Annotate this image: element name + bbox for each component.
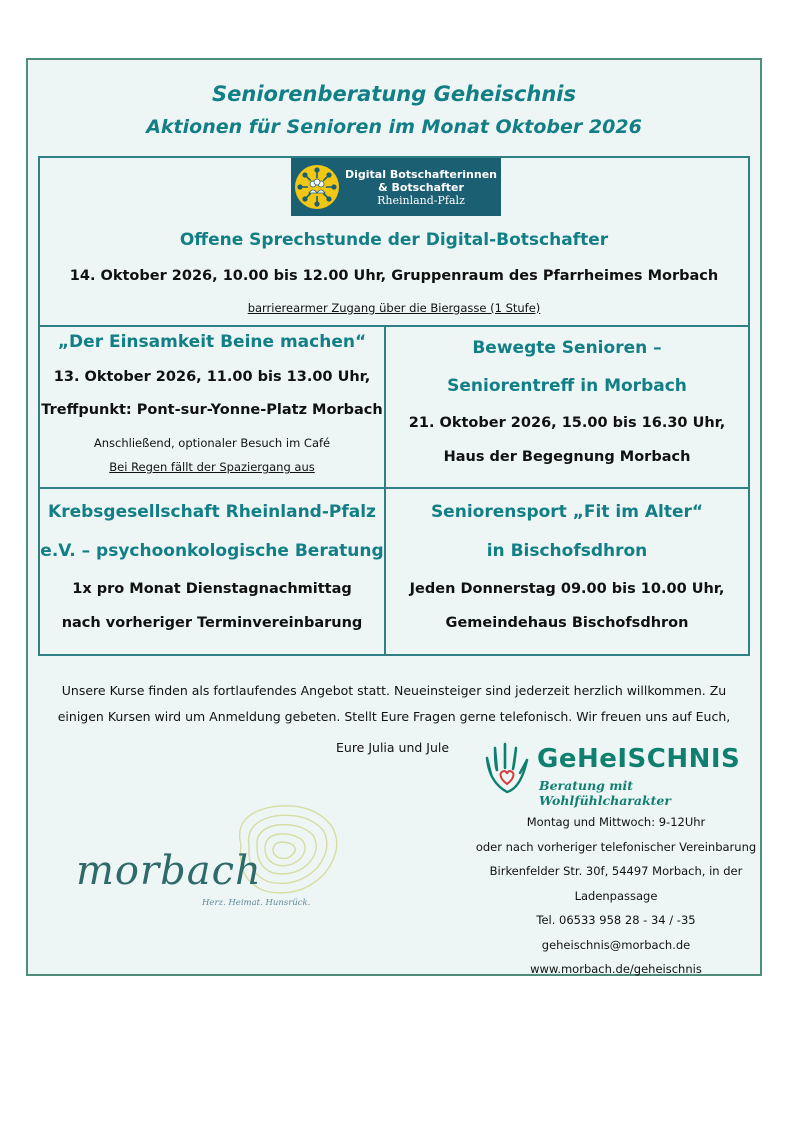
event-heading-2: in Bischofsdhron (486, 541, 648, 561)
event-heading-1: Seniorensport „Fit im Alter“ (430, 502, 704, 522)
event-heading: „Der Einsamkeit Beine machen“ (57, 332, 367, 352)
event-heading-2: Seniorentreff in Morbach (447, 376, 687, 396)
logo-line-2: & Botschafter (378, 180, 464, 194)
event-moving-seniors (386, 327, 748, 487)
event-walk (40, 327, 384, 487)
contact-email: geheischnis@morbach.de (541, 937, 691, 952)
event-rain-note: Bei Regen fällt der Spaziergang aus (109, 460, 315, 474)
contact-phone: Tel. 06533 958 28 - 34 / -35 (536, 913, 696, 927)
event-place: Haus der Begegnung Morbach (443, 449, 691, 465)
page-title: Seniorenberatung Geheischnis (212, 82, 576, 106)
event-cancer-society (40, 489, 384, 656)
event-digital-consultation (40, 158, 748, 325)
events-grid (38, 156, 750, 656)
flyer-frame (26, 58, 762, 976)
footer-line-1: Unsere Kurse finden als fortlaufendes Angebot statt. Neueinsteiger sind jederzeit herzlich willkommen. Zu (61, 683, 727, 698)
event-line-2: nach vorheriger Terminvereinbarung (61, 615, 363, 631)
geheischnis-wordmark: GeHeISCHNIS (537, 744, 741, 774)
event-line-1: Jeden Donnerstag 09.00 bis 10.00 Uhr, (409, 581, 725, 597)
signoff: Eure Julia und Jule (336, 740, 450, 755)
geheischnis-tagline: Beratung mit Wohlfühlcharakter (539, 778, 671, 808)
event-heading-1: Bewegte Senioren – (472, 338, 662, 358)
contact-address: Birkenfelder Str. 30f, 54497 Morbach, in der (489, 864, 743, 878)
morbach-slogan: Herz. Heimat. Hunsrück. (202, 898, 311, 908)
event-note: Anschließend, optionaler Besuch im Café (93, 436, 331, 450)
event-heading-1: Krebsgesellschaft Rheinland-Pfalz (48, 502, 376, 522)
event-place: Treffpunkt: Pont-sur-Yonne-Platz Morbach (41, 402, 383, 418)
morbach-wordmark: morbach (76, 848, 262, 894)
page-subtitle: Aktionen für Senioren im Monat Oktober 2026 (146, 116, 642, 138)
event-date: 13. Oktober 2026, 11.00 bis 13.00 Uhr, (53, 369, 371, 385)
hand-heart-icon (483, 740, 535, 800)
contact-hours: Montag und Mittwoch: 9-12Uhr (526, 815, 706, 829)
event-heading: Offene Sprechstunde der Digital-Botschafter (179, 230, 609, 250)
event-line-2: Gemeindehaus Bischofsdhron (445, 615, 689, 631)
logo-line-3: Rheinland-Pfalz (377, 193, 465, 207)
footer-line-2: einigen Kursen wird um Anmeldung gebeten. Stellt Eure Fragen gerne telefonisch. Wir freuen uns auf Euch, (57, 709, 731, 724)
digital-botschafter-logo (291, 158, 501, 216)
event-date: 21. Oktober 2026, 15.00 bis 16.30 Uhr, (408, 415, 726, 431)
network-people-icon (295, 165, 339, 209)
contact-address-2: Ladenpassage (574, 888, 658, 903)
footer-paragraph (28, 678, 760, 730)
geheischnis-logo (483, 740, 753, 808)
contact-appointment: oder nach vorheriger telefonischer Vereinbarung (475, 839, 757, 854)
morbach-logo (76, 800, 346, 930)
event-note: barrierearmer Zugang über die Biergasse (1 Stufe) (247, 301, 541, 315)
contact-block (468, 810, 764, 982)
event-heading-2: e.V. – psychoonkologische Beratung (40, 541, 384, 561)
event-senior-sport (386, 489, 748, 656)
event-line-1: 1x pro Monat Dienstagnachmittag (72, 581, 352, 597)
logo-line-1: Digital Botschafterinnen (345, 167, 498, 181)
event-details: 14. Oktober 2026, 10.00 bis 12.00 Uhr, Gruppenraum des Pfarrheimes Morbach (69, 268, 719, 284)
contact-website: www.morbach.de/geheischnis (530, 962, 702, 976)
